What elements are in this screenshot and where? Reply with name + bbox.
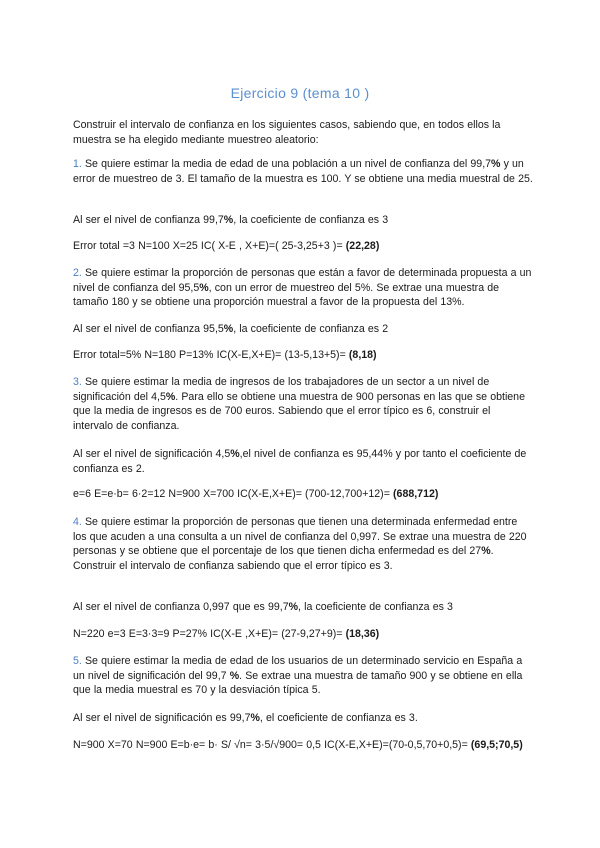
intro-paragraph: Construir el intervalo de confianza en los siguientes casos, sabiendo que, en todos ellos la muestra se ha elegido mediante muestreo aleatorio: [73,119,501,146]
exercise-4-result: (18,36) [345,628,380,640]
exercise-3-note: Al ser el nivel de significación 4,5%,el nivel de confianza es 95,44% y por tanto el coeficiente de confianza es 2. [73,448,527,475]
exercise-2-note: Al ser el nivel de confianza 95,5%, la coeficiente de confianza es 2 [73,323,389,335]
exercise-1-statement: 1. Se quiere estimar la media de edad de una población a un nivel de confianza del 99,7% y un error de muestreo de 3. El tamaño de la muestra es 100. Y se obtiene una media muestral de 25. [73,158,533,185]
exercise-1-note: Al ser el nivel de confianza 99,7%, la coeficiente de confianza es 3 [73,214,389,226]
exercise-3-result: (688,712) [393,488,439,500]
exercise-2-calculation: Error total=5% N=180 P=13% IC(X-E,X+E)= (13-5,13+5)= (8,18) [73,349,377,361]
exercise-3-number: 3. [73,376,82,388]
exercise-2-number: 2. [73,267,82,279]
exercise-5-number: 5. [73,655,82,667]
exercise-3-statement: 3. Se quiere estimar la media de ingresos de los trabajadores de un sector a un nivel de significación del 4,5%. Para ello se obtiene una muestra de 900 personas en las que se obtiene que la media de ingresos es de 700 euros. Sabiendo que el error típico es 6, construir el intervalo de confianza. [73,376,525,432]
exercise-5-statement: 5. Se quiere estimar la media de edad de los usuarios de un determinado servicio en España a un nivel de significación del 99,7 %. Se extrae una muestra de tamaño 900 y se obtiene en ella que la media muestral es 70 y la desviación típica 5. [73,655,523,697]
exercise-2-statement: 2. Se quiere estimar la proporción de personas que están a favor de determinada propuesta a un nivel de confianza del 95,5%, con un error de muestreo del 5%. Se extrae una muestra de tamaño 180 y se obtiene una proporción muestral a favor de la propuesta del 13%. [73,267,532,309]
exercise-1-calculation: Error total =3 N=100 X=25 IC( X-E , X+E)=( 25-3,25+3 )= (22,28) [73,240,380,252]
exercise-4-statement: 4. Se quiere estimar la proporción de personas que tienen una determinada enfermedad entre los que acuden a una consulta a un nivel de confianza del 0,997. Se extrae una muestra de 220 personas y se obtiene que el porcentaje de los que tienen dicha enfermedad es del 27%. Construir el intervalo de confianza sabiendo que el error típico es 3. [73,516,527,572]
exercise-5-note: Al ser el nivel de significación es 99,7%, el coeficiente de confianza es 3. [73,712,418,724]
exercise-1-number: 1. [73,158,82,170]
exercise-4-note: Al ser el nivel de confianza 0,997 que es 99,7%, la coeficiente de confianza es 3 [73,601,453,613]
exercise-5-calculation: N=900 X=70 N=900 E=b·e= b· S/ √n= 3·5/√900= 0,5 IC(X-E,X+E)=(70-0,5,70+0,5)= (69,5;70,5) [73,739,523,751]
exercise-4-number: 4. [73,516,82,528]
exercise-1-result: (22,28) [345,240,380,252]
exercise-5-result: (69,5;70,5) [470,739,523,751]
exercise-2-result: (8,18) [348,349,377,361]
page-title: Ejercicio 9 (tema 10 ) [230,85,370,101]
exercise-4-calculation: N=220 e=3 E=3·3=9 P=27% IC(X-E ,X+E)= (27-9,27+9)= (18,36) [73,628,380,640]
exercise-3-calculation: e=6 E=e·b= 6·2=12 N=900 X=700 IC(X-E,X+E)= (700-12,700+12)= (688,712) [73,488,439,500]
